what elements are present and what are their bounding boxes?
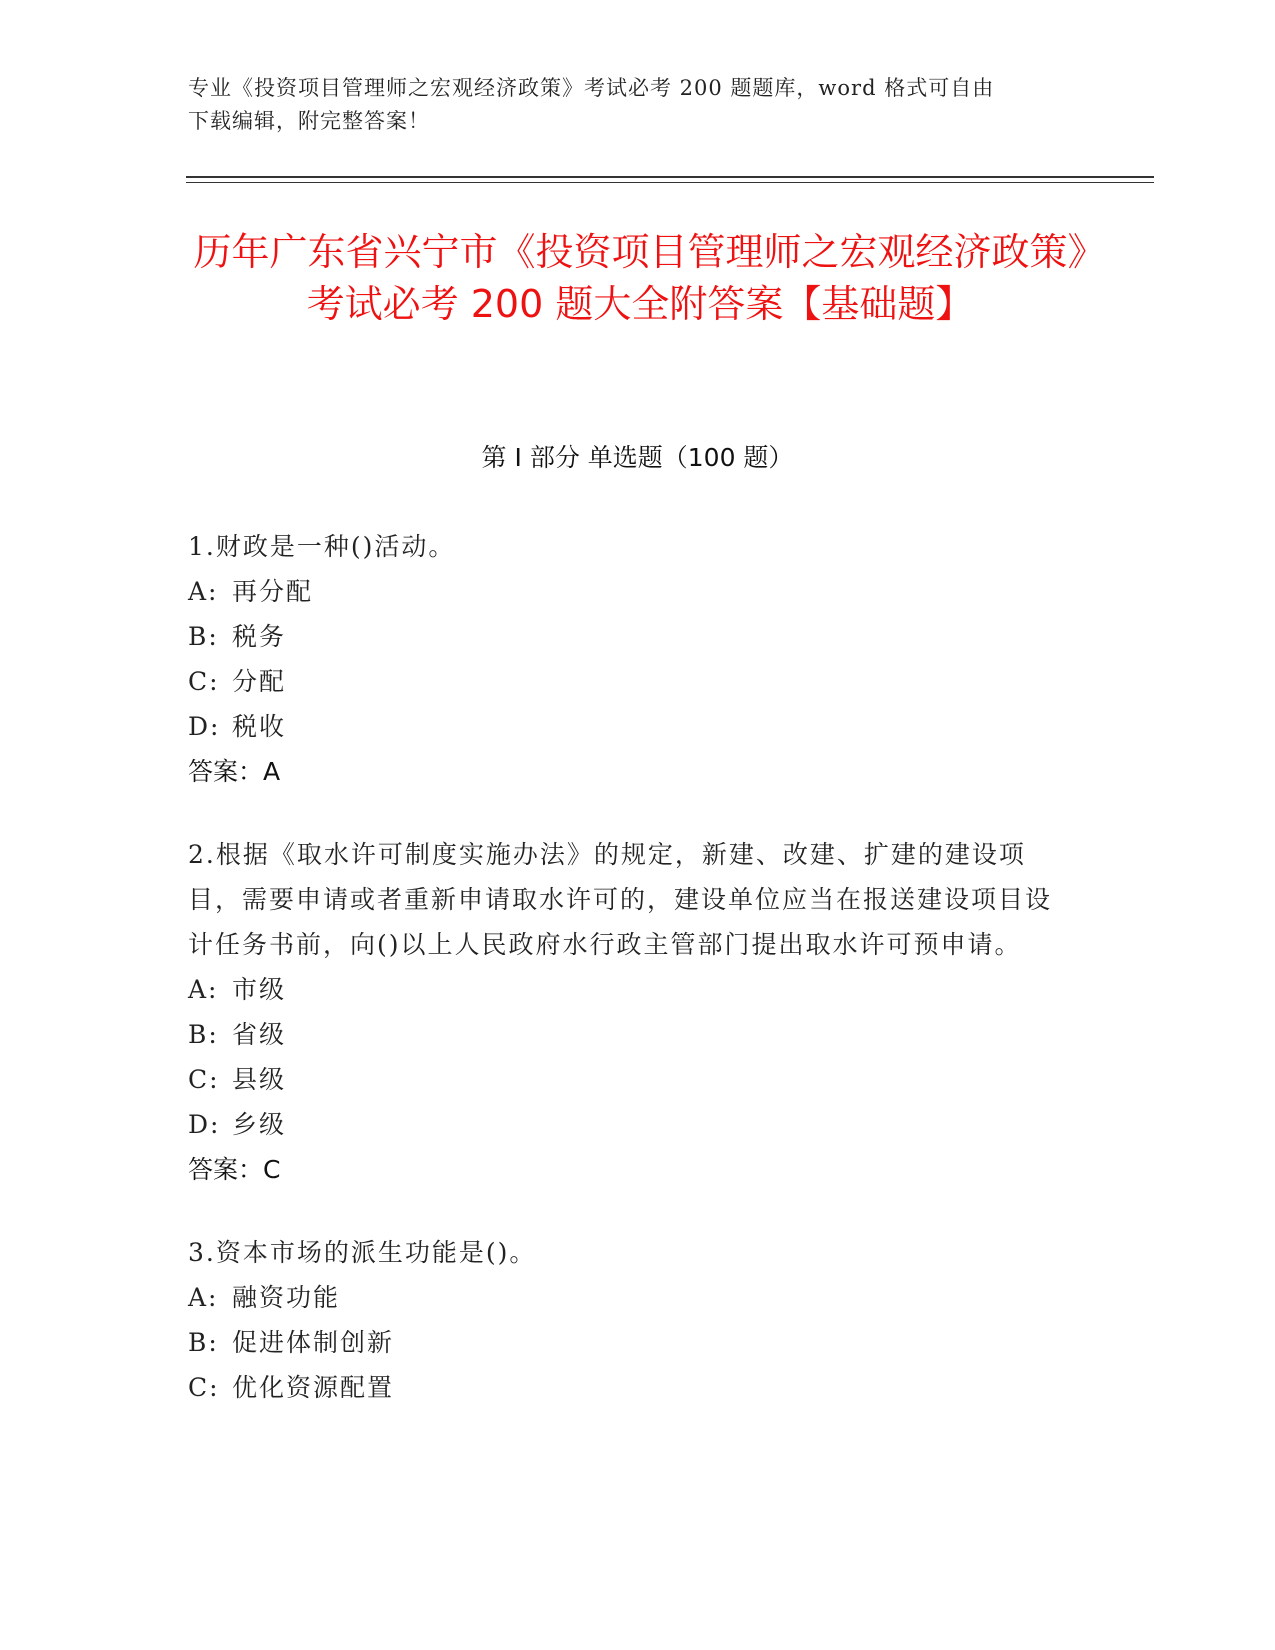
header-divider-thick [186,176,1154,178]
option-text: 再分配 [232,577,314,606]
question-1 [188,524,1068,794]
document-title: 历年广东省兴宁市《投资项目管理师之宏观经济政策》考试必考 200 题大全附答案【基础题】 [193,230,1087,326]
question-2 [188,832,1068,1192]
option-text: 县级 [232,1065,287,1094]
question-stem: 3.资本市场的派生功能是()。 [188,1238,537,1267]
header-note-line-1: 专业《投资项目管理师之宏观经济政策》考试必考 200 题题库，word 格式可自由 [188,76,995,100]
option-letter: D: [188,1110,221,1139]
option-letter: B: [188,1328,219,1357]
option-d [188,704,1068,749]
option-c [188,1365,1068,1410]
header-note-line-2: 下载编辑，附完整答案！ [188,109,430,133]
option-letter: D: [188,712,221,741]
option-text: 优化资源配置 [232,1373,395,1402]
option-text: 省级 [232,1020,287,1049]
question-stem: 1.财政是一种()活动。 [188,532,456,561]
option-a [188,967,1068,1012]
answer-line: 答案：C [188,1155,281,1184]
option-text: 融资功能 [232,1283,341,1312]
question-list [188,524,1068,1448]
option-letter: A: [188,975,219,1004]
section-heading: 第 I 部分 单选题（100 题） [481,443,794,472]
option-text: 促进体制创新 [232,1328,395,1357]
option-c [188,1057,1068,1102]
option-letter: C: [188,1065,220,1094]
option-letter: A: [188,1283,219,1312]
question-3 [188,1230,1068,1410]
option-b [188,614,1068,659]
option-text: 税收 [232,712,287,741]
option-d [188,1102,1068,1147]
header-divider-thin [186,182,1154,183]
option-letter: A: [188,577,219,606]
option-letter: C: [188,667,220,696]
option-text: 税务 [232,622,287,651]
header-note [188,72,1068,138]
option-a [188,569,1068,614]
question-stem: 2.根据《取水许可制度实施办法》的规定，新建、改建、扩建的建设项目，需要申请或者重新申请取水许可的，建设单位应当在报送建设项目设计任务书前，向()以上人民政府水行政主管部门提出取水许可预申请。 [188,840,1053,959]
option-b [188,1320,1068,1365]
option-text: 分配 [232,667,287,696]
option-letter: B: [188,1020,219,1049]
option-a [188,1275,1068,1320]
option-letter: C: [188,1373,220,1402]
option-c [188,659,1068,704]
option-letter: B: [188,622,219,651]
option-text: 乡级 [232,1110,287,1139]
option-text: 市级 [232,975,287,1004]
answer-line: 答案：A [188,757,281,786]
option-b [188,1012,1068,1057]
